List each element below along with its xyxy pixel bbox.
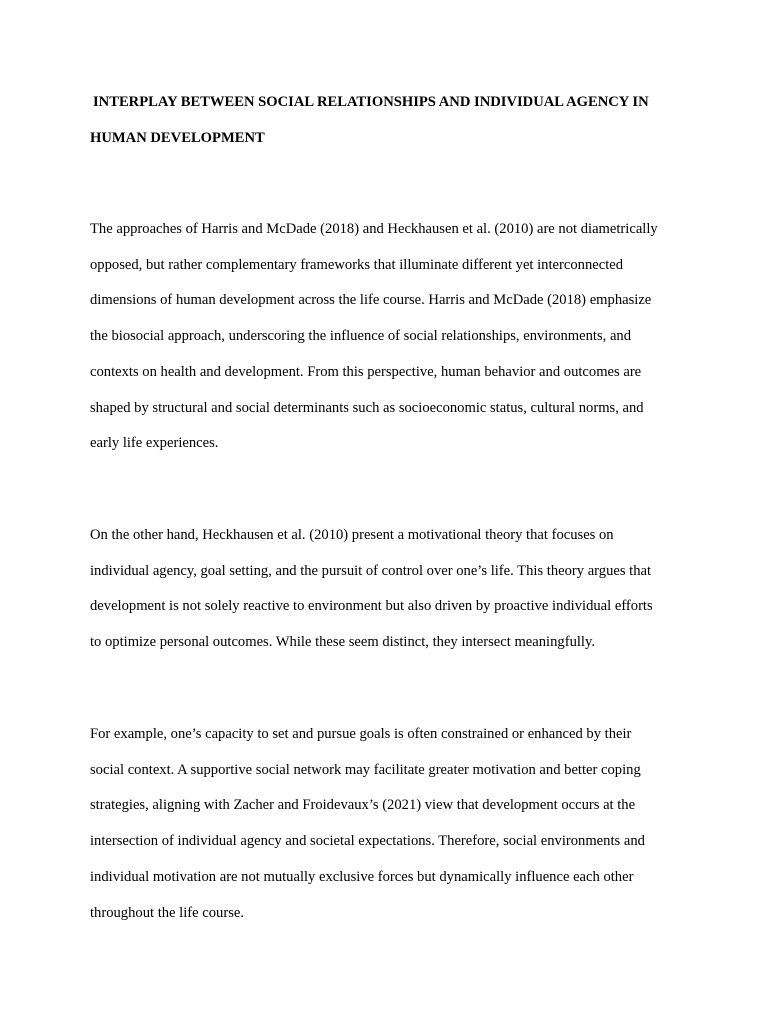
paragraph-line: On the other hand, Heckhausen et al. (2010) present a motivational theory that focuses on xyxy=(90,527,614,543)
paragraph-line: contexts on health and development. From this perspective, human behavior and outcomes are xyxy=(90,363,642,380)
paragraph-line: individual motivation are not mutually exclusive forces but dynamically influence each other xyxy=(90,868,634,885)
title-line: HUMAN DEVELOPMENT xyxy=(90,129,265,146)
paragraph-line: throughout the life course. xyxy=(90,904,245,921)
paragraph-line: the biosocial approach, underscoring the influence of social relationships, environments, and xyxy=(90,328,632,345)
paragraph-line: to optimize personal outcomes. While these seem distinct, they intersect meaningfully. xyxy=(90,634,595,651)
document-page xyxy=(90,0,690,1024)
paragraph xyxy=(90,518,690,661)
paragraph-line: The approaches of Harris and McDade (2018) and Heckhausen et al. (2010) are not diametrically xyxy=(90,221,658,237)
paragraph-line: opposed, but rather complementary frameworks that illuminate different yet interconnected xyxy=(90,256,624,273)
paragraph-line: shaped by structural and social determinants such as socioeconomic status, cultural norms, and xyxy=(90,399,644,416)
paragraph xyxy=(90,212,690,462)
title-line: INTERPLAY BETWEEN SOCIAL RELATIONSHIPS AND INDIVIDUAL AGENCY IN xyxy=(93,94,649,110)
paragraph-line: early life experiences. xyxy=(90,435,219,452)
paragraph-line: development is not solely reactive to environment but also driven by proactive individual efforts xyxy=(90,598,653,615)
paragraph-line: dimensions of human development across the life course. Harris and McDade (2018) emphasize xyxy=(90,292,652,309)
paragraph-line: social context. A supportive social network may facilitate greater motivation and better coping xyxy=(90,761,641,778)
paragraph-line: For example, one’s capacity to set and pursue goals is often constrained or enhanced by their xyxy=(90,726,632,742)
document-title xyxy=(90,85,690,156)
paragraph-line: individual agency, goal setting, and the pursuit of control over one’s life. This theory argues that xyxy=(90,562,652,579)
paragraph-line: strategies, aligning with Zacher and Froidevaux’s (2021) view that development occurs at the xyxy=(90,797,636,814)
paragraph xyxy=(90,717,690,931)
paragraph-line: intersection of individual agency and societal expectations. Therefore, social environments and xyxy=(90,833,645,850)
